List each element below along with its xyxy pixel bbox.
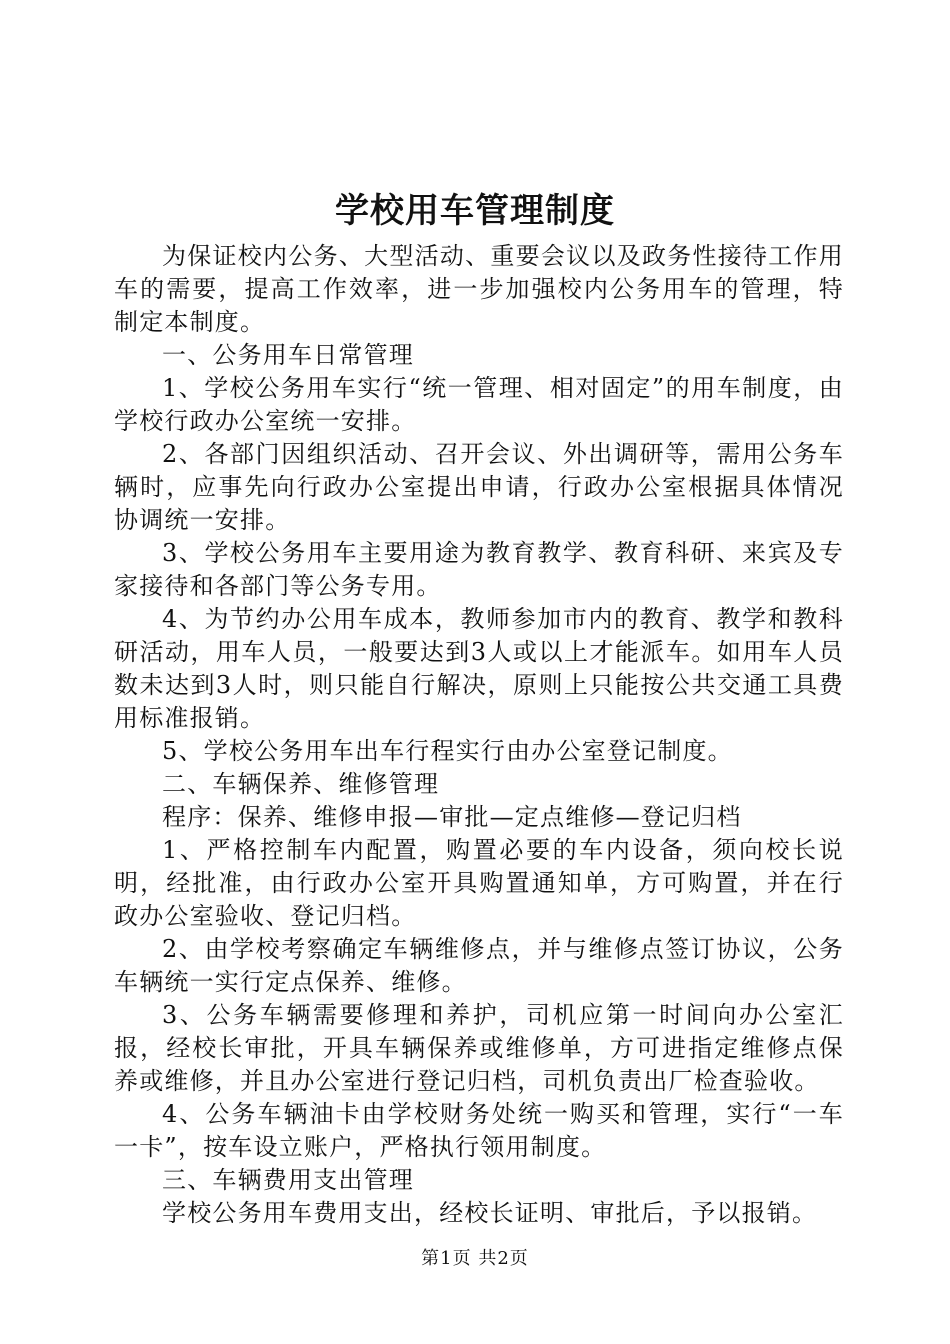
paragraph: 5、学校公务用车出车行程实行由办公室登记制度。 — [162, 737, 733, 765]
paragraph: 3、公务车辆需要修理和养护，司机应第一时间向办公室汇报，经校长审批，开具车辆保养或维修单，方可进指定维修点保养或维修，并且办公室进行登记归档，司机负责出厂检查验收。 — [114, 1001, 844, 1095]
page-number-footer: 第1页 共2页 — [421, 1248, 529, 1269]
paragraph: 2、由学校考察确定车辆维修点，并与维修点签订协议，公务车辆统一实行定点保养、维修。 — [114, 935, 844, 996]
paragraph: 1、学校公务用车实行“统一管理、相对固定”的用车制度，由学校行政办公室统一安排。 — [114, 374, 844, 435]
section-heading-2: 二、车辆保养、维修管理 — [162, 770, 440, 798]
paragraph-intro: 为保证校内公务、大型活动、重要会议以及政务性接待工作用车的需要，提高工作效率，进一步加强校内公务用车的管理，特制定本制度。 — [114, 242, 844, 336]
section-heading-1: 一、公务用车日常管理 — [162, 341, 414, 369]
paragraph: 学校公务用车费用支出，经校长证明、审批后，予以报销。 — [162, 1199, 818, 1227]
section-heading-3: 三、车辆费用支出管理 — [162, 1166, 414, 1194]
paragraph-procedure: 程序：保养、维修申报—审批—定点维修—登记归档 — [162, 803, 742, 831]
paragraph: 1、严格控制车内配置，购置必要的车内设备，须向校长说明，经批准，由行政办公室开具购置通知单，方可购置，并在行政办公室验收、登记归档。 — [114, 836, 844, 930]
paragraph: 4、为节约办公用车成本，教师参加市内的教育、教学和教科研活动，用车人员，一般要达到3人或以上才能派车。如用车人员数未达到3人时，则只能自行解决，原则上只能按公共交通工具费用标准报销。 — [114, 605, 844, 732]
document-body — [114, 240, 844, 1230]
paragraph: 3、学校公务用车主要用途为教育教学、教育科研、来宾及专家接待和各部门等公务专用。 — [114, 539, 844, 600]
paragraph: 2、各部门因组织活动、召开会议、外出调研等，需用公务车辆时，应事先向行政办公室提出申请，行政办公室根据具体情况协调统一安排。 — [114, 440, 844, 534]
paragraph: 4、公务车辆油卡由学校财务处统一购买和管理，实行“一车一卡”，按车设立账户，严格执行领用制度。 — [114, 1100, 844, 1161]
document-title: 学校用车管理制度 — [335, 191, 615, 231]
